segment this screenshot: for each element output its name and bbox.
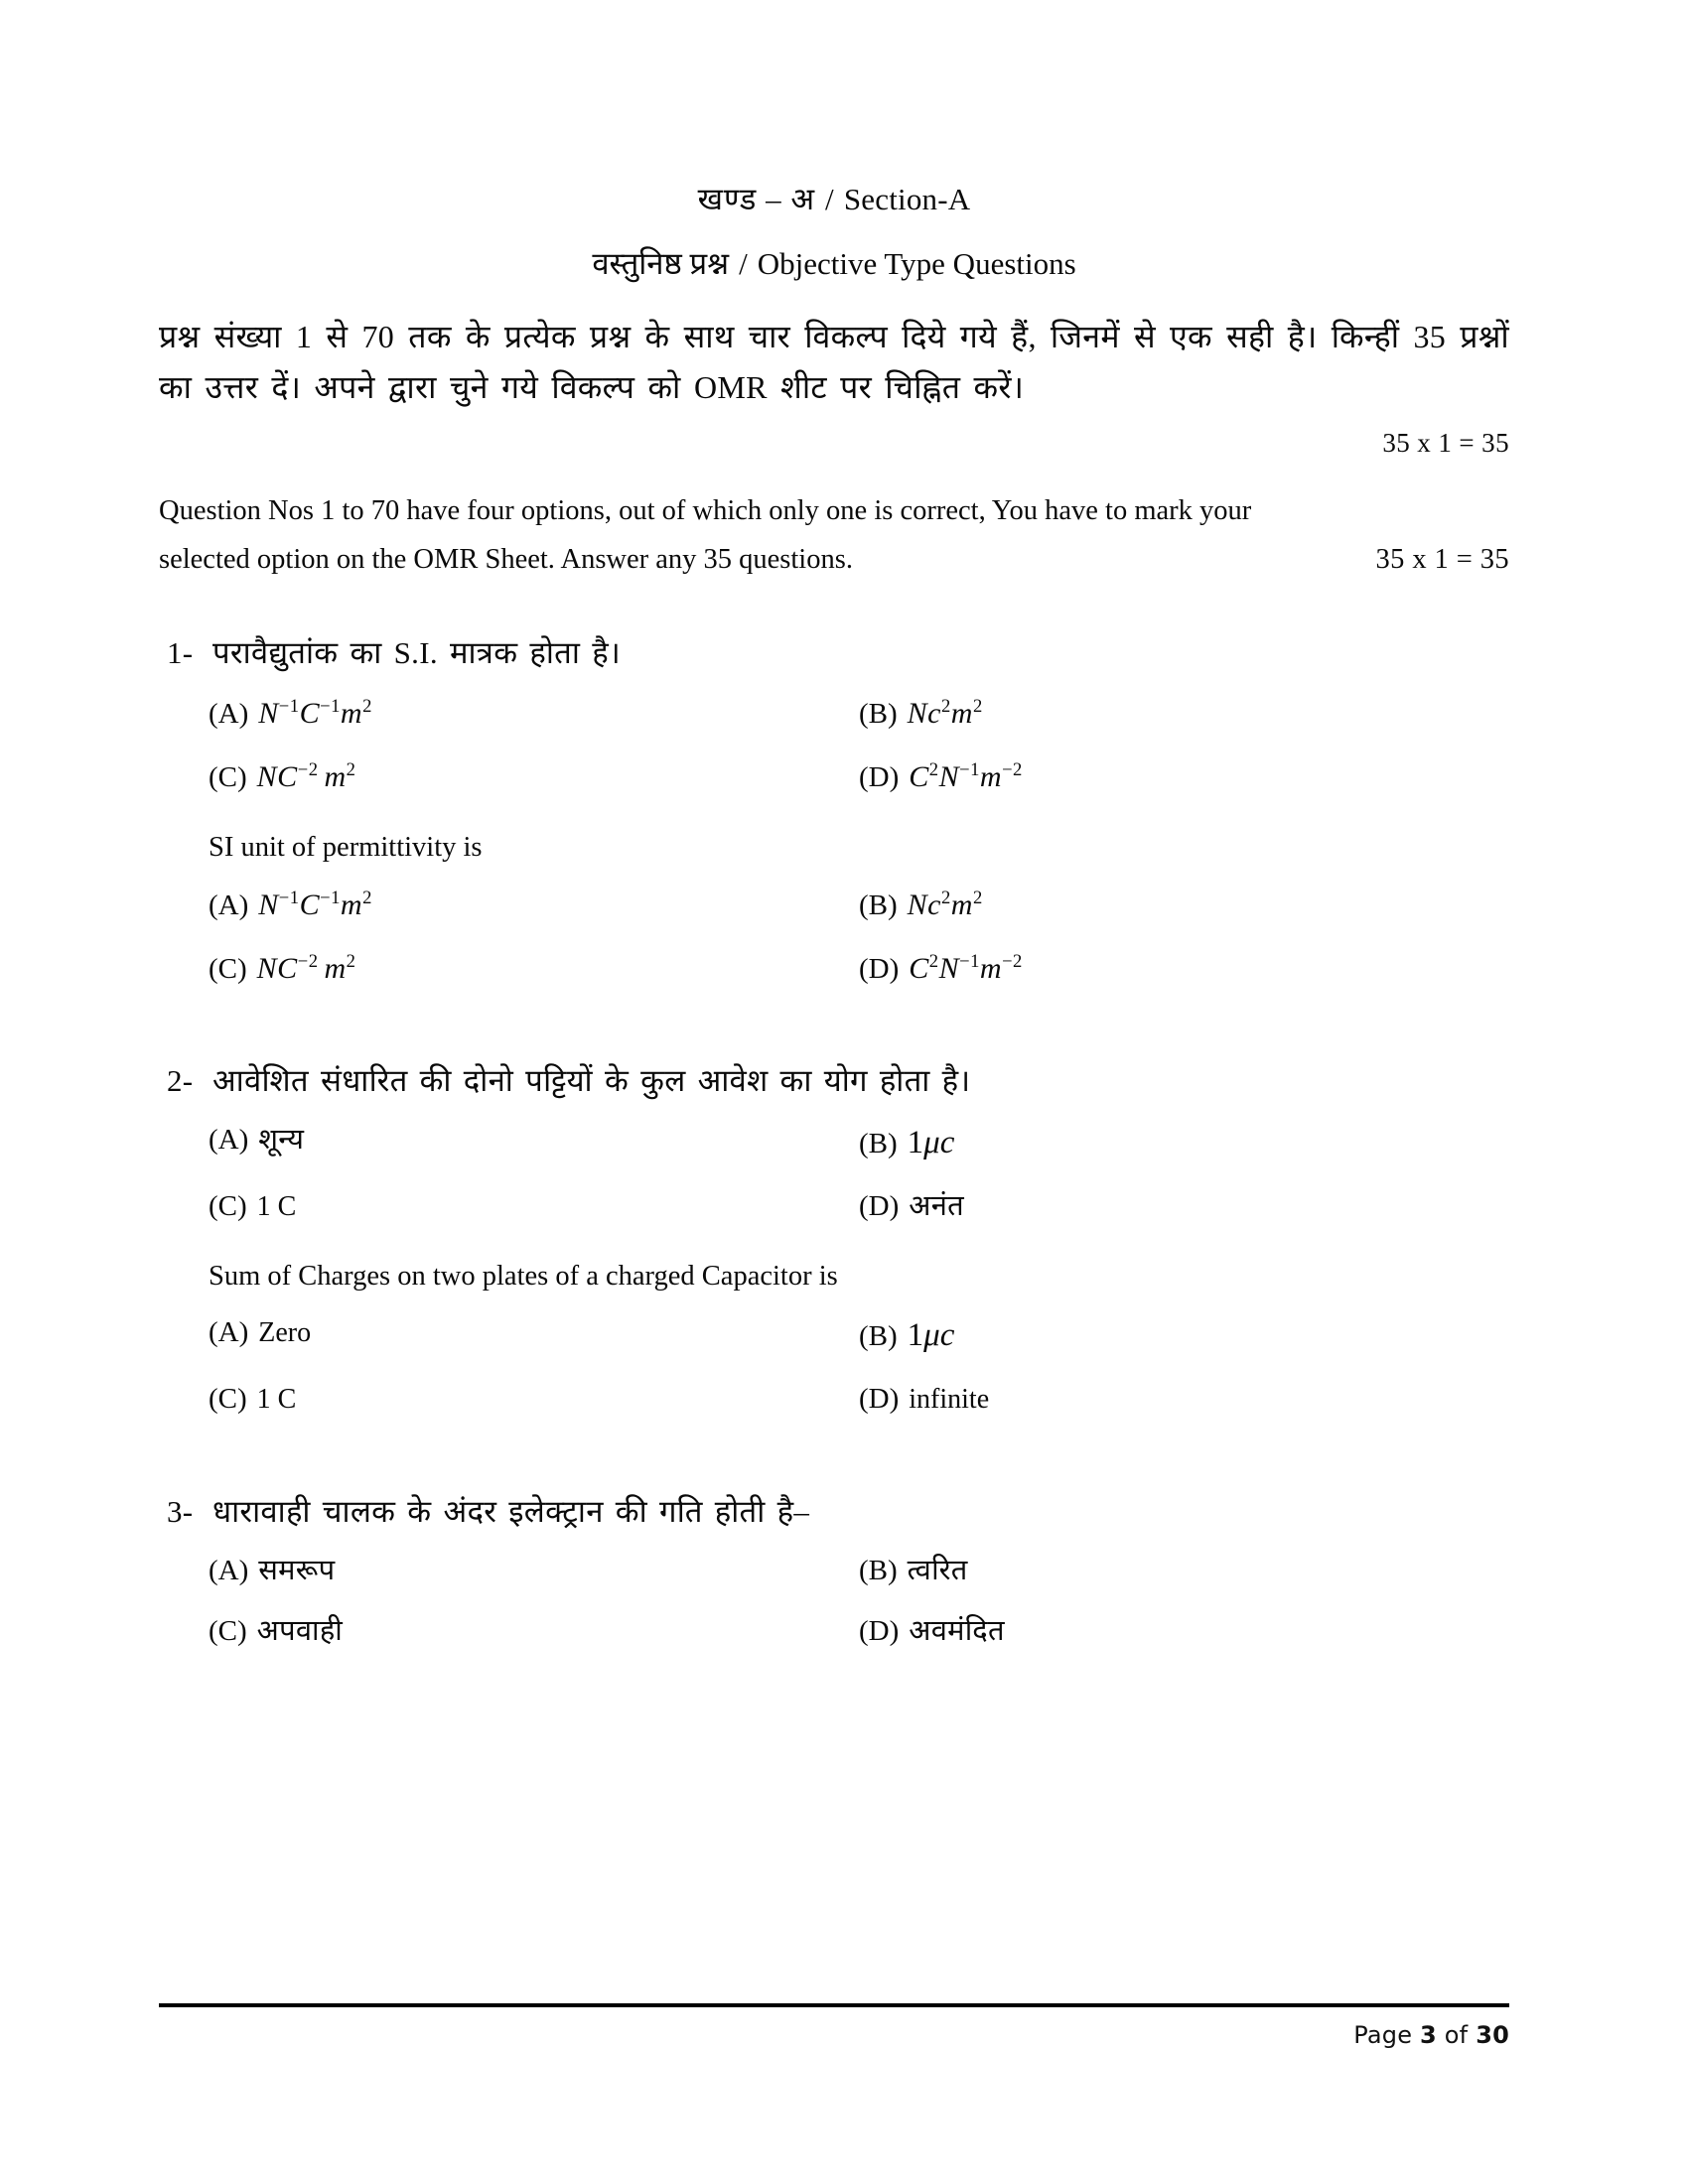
question-block (159, 1059, 1509, 1418)
option-label: (B) (859, 888, 898, 921)
question-text-hindi: परावैद्युतांक का S.I. मात्रक होता है। (212, 635, 622, 671)
option[interactable] (859, 1122, 1509, 1164)
page-footer (159, 2003, 1509, 2049)
option-value: $NC^{-2}$ $m^2$ (256, 758, 356, 793)
option-label: (A) (209, 1124, 249, 1157)
questions-list (159, 631, 1509, 1651)
option[interactable] (209, 757, 859, 797)
question-text-hindi: आवेशित संधारित की दोनो पट्टियों के कुल आवेश का योग होता है। (212, 1063, 971, 1099)
instructions-english-line1: Question Nos 1 to 70 have four options, out of which only one is correct, You have to mark your (159, 495, 1252, 527)
option-row (209, 1122, 1509, 1164)
footer-page-middle: of (1444, 2021, 1469, 2049)
option[interactable] (859, 886, 1509, 925)
option[interactable] (209, 1314, 859, 1357)
footer-page-prefix: Page (1353, 2021, 1413, 2049)
instructions-english (159, 486, 1509, 584)
option-value: अनंत (909, 1190, 964, 1223)
option[interactable] (209, 1122, 859, 1164)
option-value: $N^{-1}C^{-1}m^2$ (258, 696, 372, 731)
option-label: (B) (859, 1554, 898, 1586)
section-heading-english: Section-A (843, 182, 971, 216)
footer-page-number: 3 (1420, 2021, 1437, 2049)
question-number: 1- (167, 635, 194, 671)
option-value: $NC^{-2}$ $m^2$ (256, 950, 356, 985)
options-hindi (159, 694, 1509, 796)
question-text-hindi: धारावाही चालक के अंदर इलेक्ट्रान की गति होती है– (212, 1493, 810, 1529)
options-english (159, 886, 1509, 988)
option-value: $Nc^2m^2$ (907, 887, 983, 921)
question-stem-hindi (159, 1059, 1509, 1104)
option-value: शून्य (258, 1124, 305, 1157)
subsection-heading-separator: / (739, 245, 748, 281)
options-hindi (159, 1122, 1509, 1226)
option-row (209, 1381, 1509, 1419)
option[interactable] (209, 1613, 859, 1651)
section-heading-separator: / (825, 182, 834, 216)
option-row (209, 1613, 1509, 1651)
option[interactable] (859, 1314, 1509, 1357)
question-stem-hindi (159, 1490, 1509, 1535)
option-row (209, 1553, 1509, 1590)
option-label: (C) (209, 1382, 247, 1415)
option-value: 1 C (256, 1191, 297, 1223)
question-stem-english: SI unit of permittivity is (209, 831, 483, 863)
option-label: (C) (209, 1615, 247, 1648)
option-row (209, 757, 1509, 797)
option-value: 1 C (256, 1383, 297, 1415)
question-stem-english: Sum of Charges on two plates of a charged Capacitor is (209, 1260, 838, 1292)
option-value: infinite (909, 1383, 990, 1415)
option-label: (B) (859, 698, 898, 731)
option-row (209, 949, 1509, 989)
footer-page-total: 30 (1476, 2021, 1509, 2049)
option-value: $C^2N^{-1}m^{-2}$ (909, 950, 1023, 985)
option-value: $Nc^2m^2$ (907, 696, 983, 731)
option-value: समरूप (258, 1554, 336, 1586)
option-value: अवमंदित (909, 1615, 1005, 1648)
section-heading-hindi: खण्ड – अ (697, 182, 816, 216)
option[interactable] (859, 949, 1509, 989)
option[interactable] (859, 757, 1509, 797)
option[interactable] (859, 1613, 1509, 1651)
subsection-heading (159, 245, 1509, 284)
option-label: (D) (859, 760, 900, 793)
option-value: 1μc (907, 1317, 955, 1354)
option-value: $C^2N^{-1}m^{-2}$ (909, 758, 1023, 793)
footer-divider (159, 2003, 1509, 2007)
section-heading (159, 181, 1509, 219)
question-stem-hindi (159, 631, 1509, 676)
option-row (209, 886, 1509, 925)
subsection-heading-hindi: वस्तुनिष्ठ प्रश्न (592, 245, 730, 281)
option-label: (D) (859, 952, 900, 985)
option[interactable] (859, 1188, 1509, 1226)
option-row (209, 694, 1509, 734)
instructions-english-line2-row (159, 535, 1509, 584)
option-row (209, 1314, 1509, 1357)
option-row (209, 1188, 1509, 1226)
option[interactable] (209, 886, 859, 925)
question-number: 3- (167, 1493, 194, 1529)
instructions-english-line2: selected option on the OMR Sheet. Answer any 35 questions. (159, 544, 853, 576)
question-number: 2- (167, 1063, 194, 1099)
option-label: (C) (209, 1190, 247, 1223)
option[interactable] (209, 1381, 859, 1419)
page-content (159, 0, 1509, 1651)
option-label: (B) (859, 1128, 898, 1160)
option-label: (B) (859, 1320, 898, 1353)
option-label: (A) (209, 698, 249, 731)
option-value: त्वरित (907, 1554, 968, 1586)
option-value: अपवाही (256, 1615, 344, 1648)
page-number-label (159, 2021, 1509, 2049)
option-value: 1μc (907, 1125, 955, 1161)
instructions-english-marks: 35 x 1 = 35 (1375, 544, 1509, 576)
options-hindi (159, 1553, 1509, 1651)
option[interactable] (859, 1553, 1509, 1590)
instructions-hindi-marks: 35 x 1 = 35 (1382, 428, 1509, 459)
option-value: $N^{-1}C^{-1}m^2$ (258, 887, 372, 921)
option[interactable] (209, 1553, 859, 1590)
option-label: (A) (209, 1554, 249, 1586)
option-label: (D) (859, 1190, 900, 1223)
option-label: (C) (209, 760, 247, 793)
option[interactable] (859, 1381, 1509, 1419)
option[interactable] (209, 949, 859, 989)
option-label: (D) (859, 1615, 900, 1648)
option-label: (A) (209, 1316, 249, 1349)
options-english (159, 1314, 1509, 1419)
option-label: (A) (209, 888, 249, 921)
option-label: (D) (859, 1382, 900, 1415)
instructions-hindi: प्रश्न संख्या 1 से 70 तक के प्रत्येक प्रश्न के साथ चार विकल्प दिये गये हैं, जिनमें से एक सही है। किन्हीं 35 प्रश्नों का उत्तर दें। अपने द्वारा चुने गये विकल्प को OMR शीट पर चिह्नित करें। (159, 318, 1509, 406)
question-block (159, 1490, 1509, 1651)
option-value: Zero (258, 1317, 312, 1349)
subsection-heading-english: Objective Type Questions (757, 245, 1076, 281)
option[interactable] (209, 694, 859, 734)
option[interactable] (209, 1188, 859, 1226)
option-label: (C) (209, 952, 247, 985)
option[interactable] (859, 694, 1509, 734)
question-block (159, 631, 1509, 988)
